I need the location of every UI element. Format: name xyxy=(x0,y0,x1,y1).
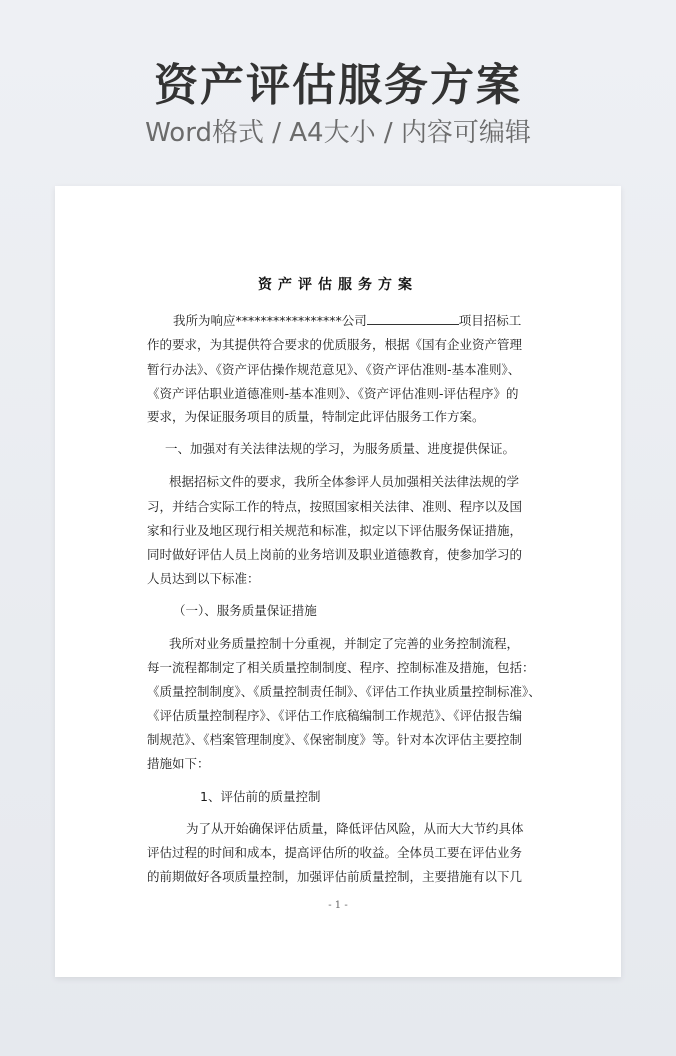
subsection-heading: 1、评估前的质量控制 xyxy=(200,789,321,804)
paragraph-line: 评估过程的时间和成本，提高评估所的收益。全体员工要在评估业务 xyxy=(147,845,523,860)
paragraph-line: 《评估质量控制程序》、《评估工作底稿编制工作规范》、《评估报告编 xyxy=(147,708,523,723)
paragraph-line: 习，并结合实际工作的特点，按照国家相关法律、准则、程序以及国 xyxy=(147,499,523,514)
section-heading: 一、加强对有关法律法规的学习，为服务质量、进度提供保证。 xyxy=(165,441,516,456)
banner-subtitle: Word格式 / A4大小 / 内容可编辑 xyxy=(145,118,531,148)
paragraph-line: 措施如下： xyxy=(147,756,210,771)
banner-title: 资产评估服务方案 xyxy=(154,60,522,111)
paragraph-line: 每一流程都制定了相关质量控制制度、程序、控制标准及措施，包括： xyxy=(147,660,535,675)
intro-text-tail: 项目招标工 xyxy=(458,313,522,328)
fill-in-blank xyxy=(367,311,459,325)
paragraph-line: 作的要求，为其提供符合要求的优质服务，根据《国有企业资产管理 xyxy=(147,337,523,352)
paragraph-line: 为了从开始确保评估质量，降低评估风险，从而大大节约具体 xyxy=(186,821,524,836)
paragraph-line: 人员达到以下标准： xyxy=(147,571,260,586)
paragraph-line: 要求，为保证服务项目的质量，特制定此评估服务工作方案。 xyxy=(147,409,485,424)
paragraph-line: 《资产评估职业道德准则-基本准则》、《资产评估准则-评估程序》的 xyxy=(147,386,519,401)
paragraph-line: 的前期做好各项质量控制，加强评估前质量控制，主要措施有以下几 xyxy=(147,869,523,884)
paragraph-line: 家和行业及地区现行相关规范和标准，拟定以下评估服务保证措施， xyxy=(147,523,523,538)
intro-text: 我所为响应*****************公司 xyxy=(173,313,367,328)
paragraph-line: 制规范》、《档案管理制度》、《保密制度》等。针对本次评估主要控制 xyxy=(147,732,523,747)
page-number: - 1 - xyxy=(328,900,348,911)
document-page xyxy=(55,186,621,977)
document-title: 资产评估服务方案 xyxy=(258,277,418,293)
subsection-heading: （一）、服务质量保证措施 xyxy=(173,603,317,618)
paragraph-line: 我所对业务质量控制十分重视，并制定了完善的业务控制流程， xyxy=(169,636,520,651)
paragraph-line: 根据招标文件的要求，我所全体参评人员加强相关法律法规的学 xyxy=(169,474,520,489)
paragraph-line: 同时做好评估人员上岗前的业务培训及职业道德教育，使参加学习的 xyxy=(147,547,523,562)
paragraph-line: 《质量控制制度》、《质量控制责任制》、《评估工作执业质量控制标准》、 xyxy=(147,684,541,699)
paragraph-line xyxy=(173,311,559,330)
paragraph-line: 暂行办法》、《资产评估操作规范意见》、《资产评估准则-基本准则》、 xyxy=(147,362,521,377)
